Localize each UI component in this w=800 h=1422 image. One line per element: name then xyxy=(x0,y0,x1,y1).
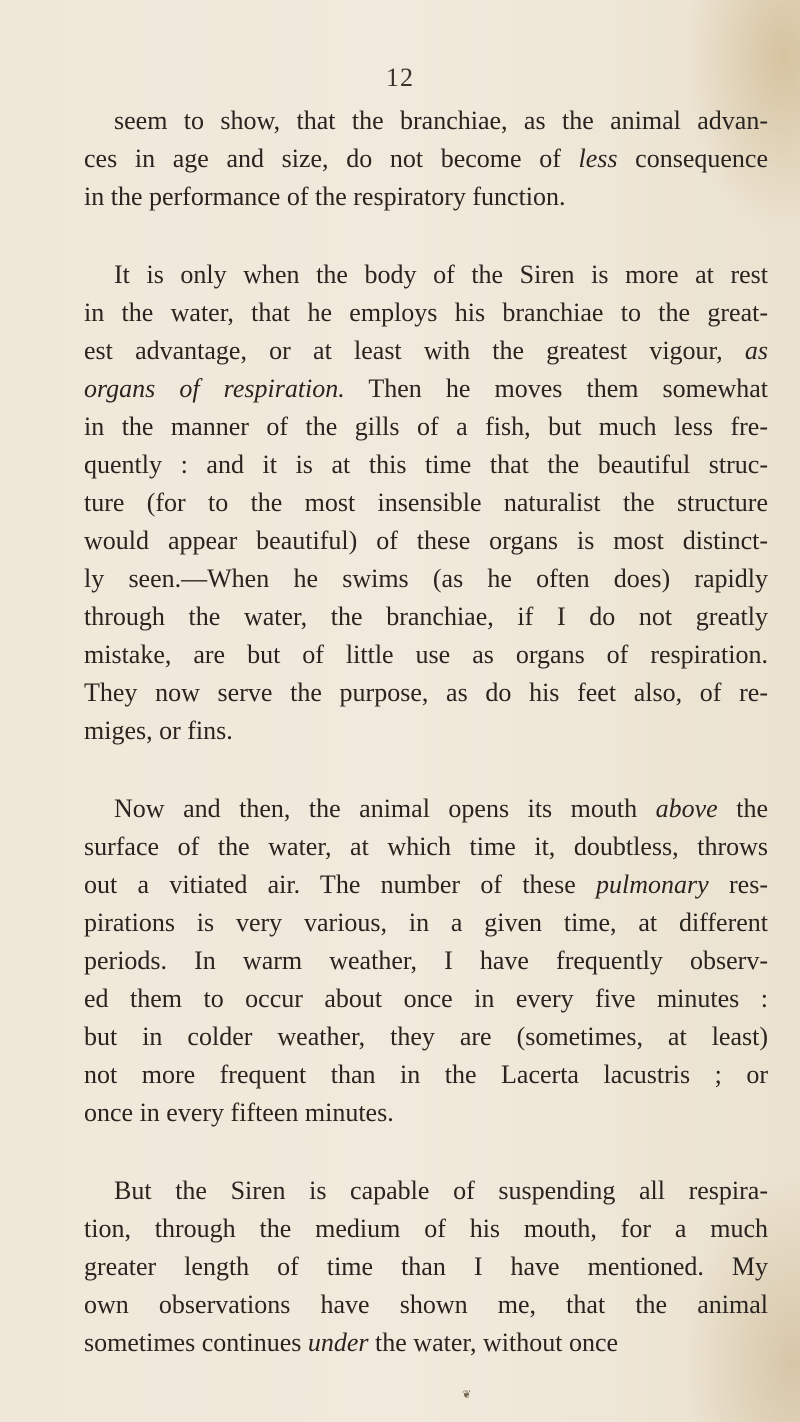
text-line xyxy=(84,1018,768,1056)
text-line xyxy=(84,560,768,598)
text-run: ed them to occur about once in every five minutes : xyxy=(84,984,768,1013)
italic-text: as xyxy=(744,336,768,365)
text-run: Then he moves them somewhat xyxy=(344,374,768,403)
text-line xyxy=(84,904,768,942)
text-run: miges, or fins. xyxy=(84,716,233,745)
text-run: ly seen.—When he swims (as he often does) rapidly xyxy=(84,564,768,593)
text-run: but in colder weather, they are (sometimes, at least) xyxy=(84,1022,768,1051)
paragraph xyxy=(84,1172,768,1362)
text-line xyxy=(84,828,768,866)
text-run: once in every fifteen minutes. xyxy=(84,1098,394,1127)
text-run: They now serve the purpose, as do his feet also, of re- xyxy=(84,678,768,707)
text-line xyxy=(84,522,768,560)
text-run: through the water, the branchiae, if I do not greatly xyxy=(84,602,768,631)
text-run: own observations have shown me, that the animal xyxy=(84,1290,768,1319)
paragraph xyxy=(84,102,768,216)
text-run: sometimes continues xyxy=(84,1328,308,1357)
text-line xyxy=(84,1210,768,1248)
text-line xyxy=(84,484,768,522)
text-line xyxy=(84,140,768,178)
text-run: consequence xyxy=(617,144,768,173)
italic-text: under xyxy=(307,1328,369,1357)
text-line xyxy=(84,712,768,750)
text-run: ture (for to the most insensible naturalist the structure xyxy=(84,488,768,517)
text-line xyxy=(84,1248,768,1286)
text-line xyxy=(84,256,768,294)
text-run: in the manner of the gills of a fish, but much less fre- xyxy=(84,412,768,441)
text-run: pirations is very various, in a given time, at different xyxy=(84,908,768,937)
text-line xyxy=(84,942,768,980)
text-line xyxy=(84,1094,768,1132)
text-line xyxy=(84,332,768,370)
text-run: It is only when the body of the Siren is more at rest xyxy=(114,260,768,289)
text-run: in the performance of the respiratory function. xyxy=(84,182,566,211)
paragraph-gap xyxy=(84,1132,768,1172)
text-run: surface of the water, at which time it, doubtless, throws xyxy=(84,832,768,861)
text-line xyxy=(84,866,768,904)
text-line xyxy=(84,1056,768,1094)
text-run: not more frequent than in the Lacerta lacustris ; or xyxy=(84,1060,768,1089)
text-run: quently : and it is at this time that the beautiful struc- xyxy=(84,450,768,479)
text-line xyxy=(84,636,768,674)
text-run: the water, without once xyxy=(368,1328,619,1357)
text-line xyxy=(84,102,768,140)
italic-text: above xyxy=(655,794,718,823)
italic-text: less xyxy=(578,144,618,173)
text-run: res- xyxy=(708,870,768,899)
paragraph-gap xyxy=(84,216,768,256)
text-line xyxy=(84,178,768,216)
ink-smudge: ❦ xyxy=(462,1389,472,1401)
text-run: mistake, are but of little use as organs of respiration. xyxy=(84,640,768,669)
paragraph xyxy=(84,790,768,1132)
text-line xyxy=(84,1172,768,1210)
text-run: would appear beautiful) of these organs is most distinct- xyxy=(84,526,768,555)
page-body-text xyxy=(84,102,768,1362)
text-run: But the Siren is capable of suspending all respira- xyxy=(114,1176,768,1205)
text-run: out a vitiated air. The number of these xyxy=(84,870,597,899)
text-run: greater length of time than I have mentioned. My xyxy=(84,1252,768,1281)
text-line xyxy=(84,370,768,408)
text-line xyxy=(84,980,768,1018)
text-line xyxy=(84,674,768,712)
text-line xyxy=(84,294,768,332)
text-line xyxy=(84,1324,768,1362)
text-run: seem to show, that the branchiae, as the animal advan- xyxy=(114,106,768,135)
text-line xyxy=(84,408,768,446)
text-line xyxy=(84,1286,768,1324)
italic-text: pulmonary xyxy=(596,870,709,899)
paragraph xyxy=(84,256,768,750)
text-line xyxy=(84,790,768,828)
text-line xyxy=(84,598,768,636)
text-run: periods. In warm weather, I have frequently observ- xyxy=(84,946,768,975)
italic-text: organs of respiration. xyxy=(84,374,345,403)
text-run: tion, through the medium of his mouth, for a much xyxy=(84,1214,768,1243)
text-run: ces in age and size, do not become of xyxy=(84,144,579,173)
paragraph-gap xyxy=(84,750,768,790)
text-line xyxy=(84,446,768,484)
page-number: 12 xyxy=(386,63,414,92)
text-run: Now and then, the animal opens its mouth xyxy=(114,794,656,823)
text-run: in the water, that he employs his branchiae to the great- xyxy=(84,298,768,327)
text-run: the xyxy=(717,794,769,823)
text-run: est advantage, or at least with the greatest vigour, xyxy=(84,336,745,365)
